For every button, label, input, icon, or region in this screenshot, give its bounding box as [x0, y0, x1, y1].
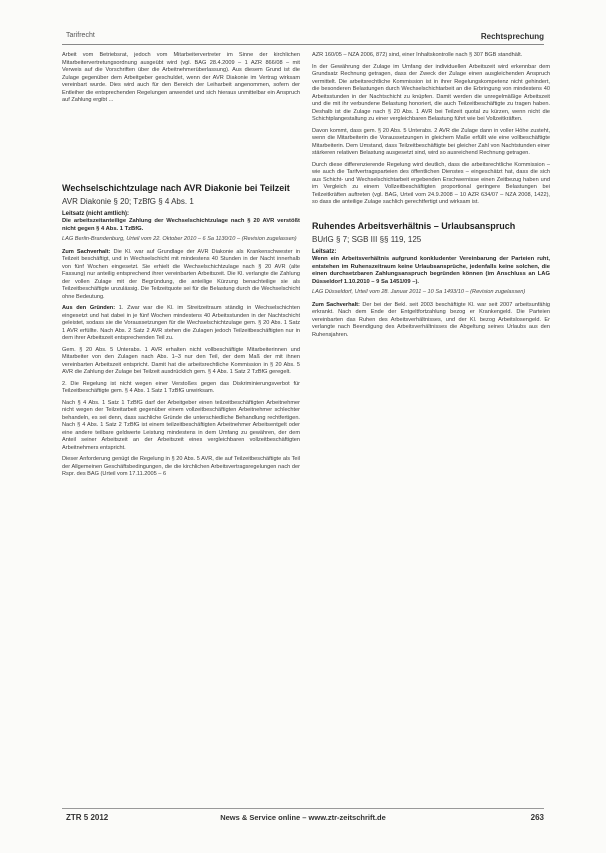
leitsatz-text: Die arbeitszeitanteilige Zahlung der Wechselschichtzulage nach § 20 AVR verstößt nicht gegen § 4 Abs. 1 TzBfG. — [62, 218, 300, 232]
court-citation: LAG Düsseldorf, Urteil vom 28. Januar 2011 – 10 Sa 1493/10 – (Revision zugelassen) — [312, 289, 526, 295]
right-column — [312, 52, 550, 343]
section-urlaubsanspruch — [312, 221, 550, 340]
page-number: 263 — [530, 813, 544, 822]
body-paragraph: Davon kommt, dass gem. § 20 Abs. 5 Unterabs. 2 AVR die Zulage dann in voller Höhe zusteht, wenn die Mitarbeiterin die Voraussetzungen in gleichem Maße erfüllt wie eine vollbeschäftigte Mitarbeiterin. Dem Umstand, dass Teilzeitbeschäftigte bei gleicher Zahl von Nachtstunden einer stärkeren relativen Belastung ausgesetzt sind, wird so ausreichend Rechnung getragen. — [312, 127, 550, 156]
left-intro-paragraph: Arbeit vom Betriebsrat, jedoch vom Mitarbeitervertreter im Sinne der kirchlichen Mitarbeitervertretungsordnung ausgeübt wird (vgl. BAG 28.4.2009 – 1 AZR 866/08 – mit Verweis auf die Vorschriften über die Arbeitnehmerüberlassung). Aus diesem Grund ist die Zulage gegenüber dem Arbeitgeber geschuldet, wenn der AVR Diakonie im Vertrag wirksam vereinbart wurde. Dies wird auch für den Bereich der Leiharbeit angenommen, sofern der Entleiher die entsprechenden Regelungen anwendet und sich hieraus unmittelbar ein Anspruch auf Zahlung ergibt ... — [62, 52, 300, 103]
leitsatz-label: Leitsatz: — [312, 248, 337, 255]
sachverhalt-paragraph — [62, 249, 300, 302]
leitsatz-label: Leitsatz (nicht amtlich): — [62, 210, 130, 217]
sachverhalt-paragraph — [312, 302, 550, 340]
body-paragraph: In der Gewährung der Zulage im Umfang der individuellen Arbeitszeit wird erkennbar dem Grundsatz Rechnung getragen, dass der Zweck der Zulage einen ausgleichenden Anspruch vermittelt. Die arbeitsrechtliche Kommission ist in ihrer Regelungskompetenz nicht gehindert, die besonderen Belastungen durch Wechselschichtarbeit an die Erbringung von mindestens 40 Arbeitsstunden in der Nachtschicht zu knüpfen. Damit werden die unregelmäßige Arbeitszeit und die mit ihr verbundene Belastung honoriert, die auch Teilzeitbeschäftigte zu tragen haben. Deshalb ist die Zulage nach § 20 Abs. 1 AVR bei Teilzeit quotal zu kürzen, wenn nicht die Schichtplangestaltung zu einer vergleichbaren Belastung führt wie bei Vollzeitkräften. — [312, 63, 550, 122]
header-divider — [62, 44, 544, 45]
journal-website[interactable]: News & Service online – www.ztr-zeitschrift.de — [220, 813, 386, 822]
statute-reference: AVR Diakonie § 20; TzBfG § 4 Abs. 1 — [62, 196, 194, 206]
sachverhalt-heading: Zum Sachverhalt: — [62, 248, 111, 255]
section-title: Ruhendes Arbeitsverhältnis – Urlaubsanspruch — [312, 220, 516, 231]
running-header-section: Tarifrecht — [66, 32, 95, 39]
body-paragraph: Gem. § 20 Abs. 5 Unterabs. 1 AVR erhalten nicht vollbeschäftigte Mitarbeiterinnen und Mitarbeiter von den Zulagen nach Abs. 1–3 nur den Teil, der dem Maß der mit ihnen vereinbarten Arbeitszeit entspricht. Damit hat die arbeitsrechtliche Kommission in § 20 Abs. 5 AVR die Zahlung der Zulage bei Teilzeit ausdrücklich gem. § 4 Abs. 1 Satz 2 TzBfG geregelt. — [62, 346, 300, 375]
left-column — [62, 52, 300, 483]
sachverhalt-text: Der bei der Bekl. seit 2003 beschäftigte Kl. war seit 2007 arbeitsunfähig erkrankt. Nach dem Ende der Entgeltfortzahlung bezog er Krankengeld. Die Parteien vereinbarten das Ruhen des Arbeitsverhältnisses, und der Kl. bezog Arbeitslosengeld. Er verlangte nach Beendigung des Arbeitsverhältnisses die Abgeltung seines Urlaubs aus den Ruhensjahren. — [312, 301, 550, 338]
running-header-category: Rechtsprechung — [480, 32, 544, 41]
statute-reference: BUrlG § 7; SGB III §§ 119, 125 — [312, 234, 422, 244]
footer-divider — [62, 808, 544, 809]
body-paragraph: 2. Die Regelung ist nicht wegen einer Verstoßes gegen das Diskriminierungsverbot für Teilzeitbeschäftigte gem. § 4 Abs. 1 Satz 1 TzBfG unwirksam. — [62, 380, 300, 394]
sachverhalt-heading: Zum Sachverhalt: — [312, 301, 360, 308]
gruende-heading: Aus den Gründen: — [62, 305, 116, 311]
court-citation: LAG Berlin-Brandenburg, Urteil vom 22. Oktober 2010 – 6 Sa 1130/10 – (Revision zugelassen) — [62, 236, 297, 242]
gruende-text: 1. Zwar war die Kl. im Streitzeitraum ständig in Wechselschichten eingesetzt und hat dabei in je fünf Wochen mindestens 40 Arbeitsstunden in der Nachtschicht geleistet, sodass sie die Voraussetzungen für die Wechselschichtzulage gem. § 20 Abs. 1 Satz 1 AVR erfüllte. Nach Abs. 2 Satz 2 AVR stehen die Zulagen jedoch Teilzeitbeschäftigten nur in dem ihrer Arbeitszeit entsprechenden Teil zu. — [62, 305, 300, 341]
gruende-paragraph — [62, 305, 300, 343]
body-paragraph: Dieser Anforderung genügt die Regelung in § 20 Abs. 5 AVR, die auf Teilzeitbeschäftigte als Teil der Allgemeinen Geschäftsbedingungen, die die kirchlichen Arbeitsvertragsregelungen nach der Rspr. des BAG (Urteil vom 17.11.2005 – 6 — [62, 456, 300, 477]
right-intro-paragraph: AZR 160/05 – NZA 2006, 872) sind, einer Inhaltskontrolle nach § 307 BGB standhält. — [312, 52, 523, 58]
journal-issue: ZTR 5 2012 — [66, 813, 109, 822]
body-paragraph: Nach § 4 Abs. 1 Satz 1 TzBfG darf der Arbeitgeber einen teilzeitbeschäftigten Arbeitnehmer nicht wegen der Teilzeitarbeit gegenüber einem vollzeitbeschäftigten Arbeitnehmer schlechter behandeln, es sei denn, dass sachliche Gründe die unterschiedliche Behandlung rechtfertigen. Nach § 4 Abs. 1 Satz 2 TzBfG ist einem teilzeitbeschäftigten Arbeitnehmer Arbeitsentgelt oder eine andere teilbare geldwerte Leistung mindestens in dem Umfang zu gewähren, der dem Anteil seiner Arbeitszeit an der Arbeitszeit eines vergleichbaren vollzeitbeschäftigten Arbeitnehmers entspricht. — [62, 399, 300, 451]
sachverhalt-text: Die Kl. war auf Grundlage der AVR Diakonie als Krankenschwester in Teilzeit beschäftigt, und in Wechselschicht mit mindestens 40 Stunden in der Nacht innerhalb von fünf Wochen eingesetzt. Sie erhielt die Wechselschichtzulage nach § 20 AVR (alte Fassung) nur anteilig entsprechend ihrer vereinbarten Arbeitszeit. Die Kl. verlangte die Zahlung der vollen Zulage mit der Begründung, die anteilige Kürzung benachteilige sie als Teilzeitbeschäftigte unzulässig. Die Teilzeitquote sei für die Belastung durch die Wechselschicht ohne Bedeutung. — [62, 248, 300, 300]
section-title: Wechselschichtzulage nach AVR Diakonie bei Teilzeit — [62, 182, 290, 193]
body-paragraph: Durch diese differenzierende Regelung wird deutlich, dass die arbeitsrechtliche Kommission – wie auch die Tarifvertragsparteien des öffentlichen Dienstes – eingeschätzt hat, dass die sich aus Schicht- und Wechselschichtarbeit ergebenden Erschwernisse einen Zeitbezug haben und im Vergleich zu einem Vollzeitbeschäftigten proportional geringere Belastungen bei Teilzeitkräften auftreten (vgl. BAG, Urteil vom 24.9.2008 – 10 AZR 634/07 – NZA 2008, 1422), so dass die anteilige Zulage sachlich gerechtfertigt und wirksam ist. — [312, 161, 550, 205]
leitsatz-text: Wenn ein Arbeitsverhältnis aufgrund konkludenter Vereinbarung der Parteien ruht, entstehen im Ruhenszeitraum keine Urlaubsansprüche, jedenfalls keine solchen, die einen durchsetzbaren Zahlungsanspruch begründen können (im Anschluss an LAG Düsseldorf 1.10.2010 – 9 Sa 1451/09 –). — [312, 256, 550, 285]
section-wechselschicht — [62, 183, 300, 479]
